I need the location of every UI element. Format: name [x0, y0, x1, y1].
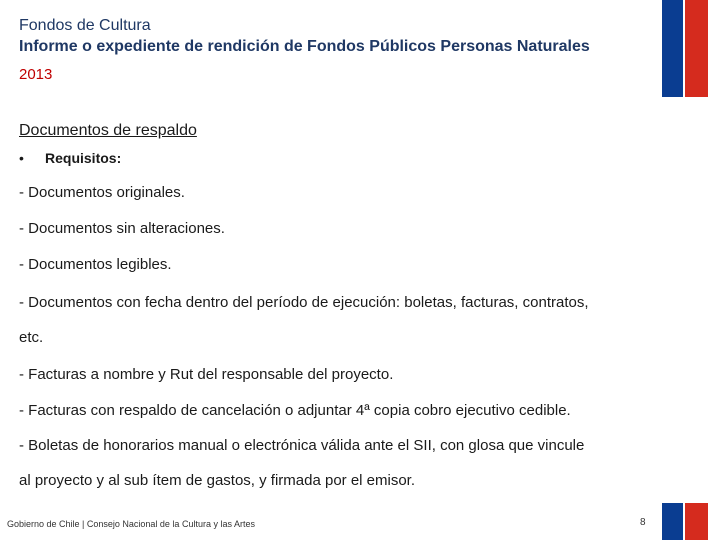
- footer-text: Gobierno de Chile | Consejo Nacional de la Cultura y las Artes: [7, 519, 255, 529]
- flag-red-stripe: [685, 503, 708, 540]
- chile-flag-top-decoration: [662, 0, 708, 97]
- header-year: 2013: [19, 66, 53, 83]
- bullet-dot: •: [19, 150, 24, 166]
- list-item: al proyecto y al sub ítem de gastos, y firmada por el emisor.: [19, 472, 416, 489]
- flag-blue-stripe: [662, 0, 683, 97]
- page-number: 8: [640, 517, 646, 528]
- slide-header: [19, 16, 590, 86]
- bullet-label: Requisitos:: [45, 150, 122, 166]
- list-item: - Documentos originales.: [19, 184, 185, 201]
- header-title: Fondos de Cultura: [19, 17, 151, 34]
- header-subtitle: Informe o expediente de rendición de Fondos Públicos Personas Naturales: [19, 38, 590, 55]
- list-item: - Boletas de honorarios manual o electrónica válida ante el SII, con glosa que vincule: [19, 437, 585, 454]
- chile-flag-bottom-decoration: [662, 503, 708, 540]
- requirements-bullet: [19, 150, 121, 166]
- list-item: - Facturas con respaldo de cancelación o adjuntar 4ª copia cobro ejecutivo cedible.: [19, 402, 571, 419]
- list-item: - Documentos legibles.: [19, 256, 172, 273]
- flag-red-stripe: [685, 0, 708, 97]
- flag-blue-stripe: [662, 503, 683, 540]
- list-item: - Documentos sin alteraciones.: [19, 220, 225, 237]
- section-title: Documentos de respaldo: [19, 122, 197, 139]
- list-item: - Documentos con fecha dentro del período de ejecución: boletas, facturas, contratos,: [19, 294, 589, 311]
- list-item: etc.: [19, 329, 44, 346]
- list-item: - Facturas a nombre y Rut del responsable del proyecto.: [19, 366, 394, 383]
